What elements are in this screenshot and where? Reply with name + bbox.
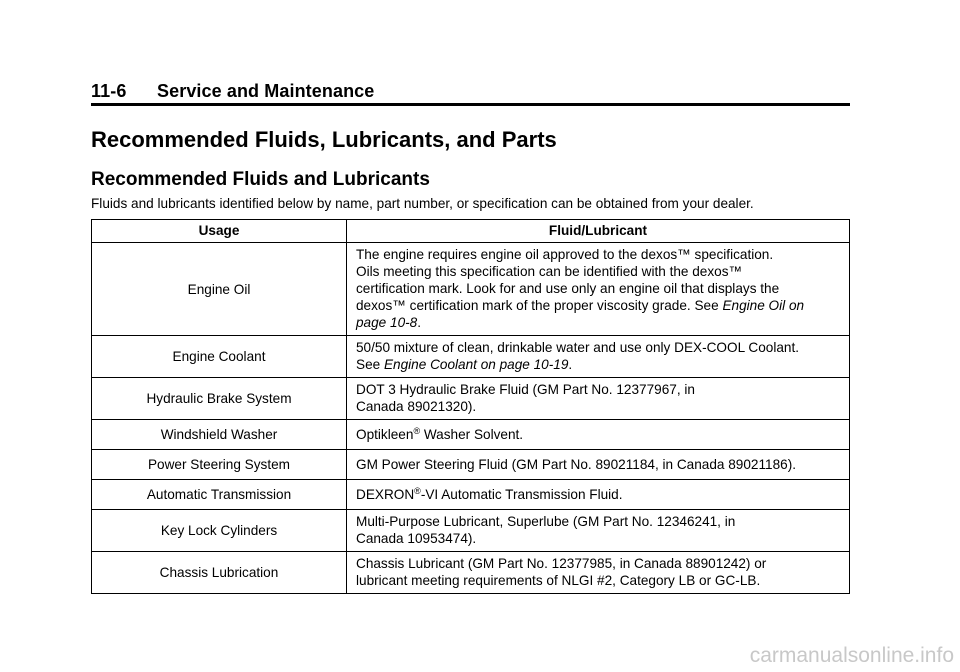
xref-link[interactable]: Engine Oil on: [722, 298, 805, 313]
watermark: carmanualsonline.info: [749, 644, 954, 667]
page-title: Recommended Fluids, Lubricants, and Parts: [91, 127, 557, 152]
fluid-cell: DOT 3 Hydraulic Brake Fluid (GM Part No. 12377967, in Canada 89021320).: [347, 378, 850, 420]
usage-cell: Hydraulic Brake System: [92, 378, 347, 420]
xref-link[interactable]: Engine Coolant on page 10-19: [383, 357, 569, 372]
fluid-cell: DEXRON®-VI Automatic Transmission Fluid.: [347, 480, 850, 510]
fluid-cell: Chassis Lubricant (GM Part No. 12377985, in Canada 88901242) or lubricant meeting requirements of NLGI #2, Category LB or GC-LB.: [347, 552, 850, 594]
header-rule: [91, 103, 850, 106]
usage-cell: Windshield Washer: [92, 420, 347, 450]
table-row: [92, 552, 850, 594]
section-title: Service and Maintenance: [157, 81, 375, 101]
table-row: [92, 510, 850, 552]
column-header-usage: Usage: [92, 220, 347, 243]
table-row: [92, 420, 850, 450]
table-row: [92, 378, 850, 420]
table-row: [92, 450, 850, 480]
fluid-cell: Multi-Purpose Lubricant, Superlube (GM Part No. 12346241, in Canada 10953474).: [347, 510, 850, 552]
usage-cell: Automatic Transmission: [92, 480, 347, 510]
section-subtitle: Recommended Fluids and Lubricants: [91, 169, 430, 190]
page-header: [91, 81, 374, 102]
table-row: [92, 336, 850, 378]
fluids-table: [91, 219, 850, 594]
column-header-fluid: Fluid/Lubricant: [347, 220, 850, 243]
fluid-cell: GM Power Steering Fluid (GM Part No. 89021184, in Canada 89021186).: [347, 450, 850, 480]
page-number: 11-6: [91, 81, 127, 101]
usage-cell: Power Steering System: [92, 450, 347, 480]
fluid-cell: The engine requires engine oil approved to the dexos™ specification. Oils meeting this specification can be identified with the dexos™ certification mark. Look for and use only an engine oil that displays the dexos™ certification mark of the proper viscosity grade. See Engine Oil on page 10-8.: [347, 243, 850, 336]
xref-link[interactable]: page 10-8: [356, 315, 418, 330]
table-row: [92, 243, 850, 336]
intro-text: Fluids and lubricants identified below by name, part number, or specification can be obtained from your dealer.: [91, 196, 754, 211]
fluid-cell: Optikleen® Washer Solvent.: [347, 420, 850, 450]
usage-cell: Engine Coolant: [92, 336, 347, 378]
usage-cell: Key Lock Cylinders: [92, 510, 347, 552]
fluid-cell: 50/50 mixture of clean, drinkable water and use only DEX-COOL Coolant. See Engine Coolant on page 10-19.: [347, 336, 850, 378]
usage-cell: Chassis Lubrication: [92, 552, 347, 594]
table-header-row: [92, 220, 850, 243]
usage-cell: Engine Oil: [92, 243, 347, 336]
table-row: [92, 480, 850, 510]
